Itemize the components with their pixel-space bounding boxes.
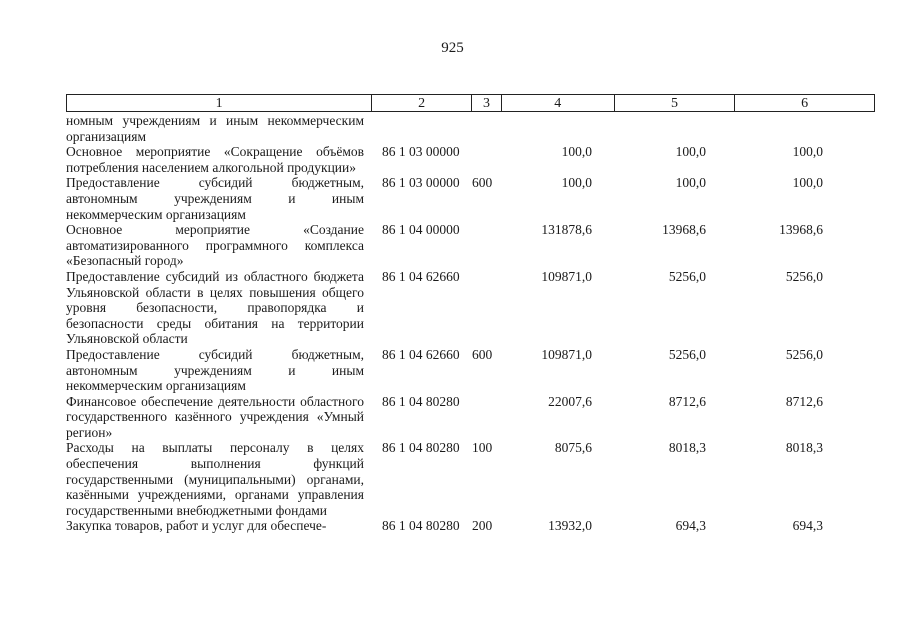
- row-value-5: 694,3: [675, 518, 706, 534]
- row-name: Основное мероприятие «Сокращение объёмов потребления населением алкогольной продукции»: [66, 144, 364, 175]
- table-row: [66, 347, 875, 394]
- row-value-5: 8712,6: [668, 393, 706, 409]
- header-col-1: 1: [67, 95, 372, 111]
- row-value-6: 5256,0: [785, 268, 823, 284]
- table-row: [66, 222, 875, 269]
- row-value-4: 100,0: [561, 175, 592, 191]
- header-col-4: 4: [502, 95, 615, 111]
- table-row: [66, 394, 875, 441]
- header-col-2: 2: [372, 95, 472, 111]
- row-type: [472, 113, 502, 144]
- table-row: [66, 269, 875, 347]
- row-value-5: 8018,3: [668, 440, 706, 456]
- table-row: [66, 518, 875, 534]
- table-header: [66, 94, 875, 112]
- row-value-6: 13968,6: [779, 222, 823, 238]
- row-name: Предоставление субсидий из областного бюджета Ульяновской области в целях повышения общего уровня безопасности, правопорядка и безопасности среды обитания на территории Ульяновской области: [66, 268, 364, 347]
- row-value-5: 100,0: [675, 144, 706, 160]
- row-value-6: 8712,6: [785, 393, 823, 409]
- table-row: [66, 144, 875, 175]
- row-value-6: [736, 113, 875, 144]
- row-value-4: 131878,6: [541, 222, 592, 238]
- row-type: 200: [472, 518, 493, 534]
- row-code: 86 1 03 00000: [382, 175, 460, 191]
- table-row: [66, 440, 875, 518]
- row-value-5: 5256,0: [668, 346, 706, 362]
- page-number: 925: [441, 40, 464, 56]
- table-row: [66, 175, 875, 222]
- row-name: Предоставление субсидий бюджетным, автономным учреждениям и иным некоммерческим организациям: [66, 175, 364, 222]
- row-value-6: 694,3: [792, 518, 823, 534]
- row-code: [372, 113, 472, 144]
- row-type: [472, 269, 502, 347]
- row-value-4: 8075,6: [554, 440, 592, 456]
- row-name: номным учреждениям и иным некоммерческим организациям: [66, 113, 364, 144]
- row-value-4: 13932,0: [548, 518, 592, 534]
- row-code: 86 1 04 62660: [382, 346, 460, 362]
- row-value-5: [615, 113, 736, 144]
- table-body: [66, 113, 875, 534]
- header-col-6: 6: [801, 96, 809, 111]
- row-value-5: 5256,0: [668, 268, 706, 284]
- row-name: Предоставление субсидий бюджетным, автономным учреждениям и иным некоммерческим организациям: [66, 346, 364, 394]
- row-type: [472, 144, 502, 175]
- row-code: 86 1 04 80280: [382, 440, 460, 456]
- row-name: Основное мероприятие «Создание автоматизированного программного комплекса «Безопасный город»: [66, 222, 364, 269]
- row-code: 86 1 04 00000: [382, 222, 460, 238]
- row-type: [472, 394, 502, 441]
- row-name: Закупка товаров, работ и услуг для обеспече-: [66, 518, 327, 534]
- row-code: 86 1 03 00000: [382, 144, 460, 160]
- header-col-3: 3: [472, 95, 502, 111]
- header-col-5: 5: [615, 95, 736, 111]
- row-value-4: [502, 113, 615, 144]
- table-row: [66, 113, 875, 144]
- row-name: Расходы на выплаты персоналу в целях обеспечения выполнения функций государственными (муниципальными) органами, казёнными учреждениями, органами управления государственными внебюджетными фондами: [66, 440, 364, 518]
- row-value-6: 100,0: [792, 175, 823, 191]
- row-value-5: 100,0: [675, 175, 706, 191]
- row-code: 86 1 04 80280: [382, 518, 460, 534]
- scan-edge-artifact: [0, 0, 58, 640]
- row-value-6: 8018,3: [785, 440, 823, 456]
- row-type: 100: [472, 440, 493, 456]
- row-value-4: 109871,0: [541, 346, 592, 362]
- row-name: Финансовое обеспечение деятельности областного государственного казённого учреждения «Умный регион»: [66, 393, 364, 440]
- row-value-4: 109871,0: [541, 268, 592, 284]
- row-type: 600: [472, 346, 493, 362]
- row-code: 86 1 04 62660: [382, 268, 460, 284]
- row-type: [472, 222, 502, 269]
- row-code: 86 1 04 80280: [382, 393, 460, 409]
- row-value-4: 22007,6: [548, 393, 592, 409]
- row-value-5: 13968,6: [662, 222, 706, 238]
- row-value-6: 5256,0: [785, 346, 823, 362]
- row-type: 600: [472, 175, 493, 191]
- row-value-6: 100,0: [792, 144, 823, 160]
- row-value-4: 100,0: [561, 144, 592, 160]
